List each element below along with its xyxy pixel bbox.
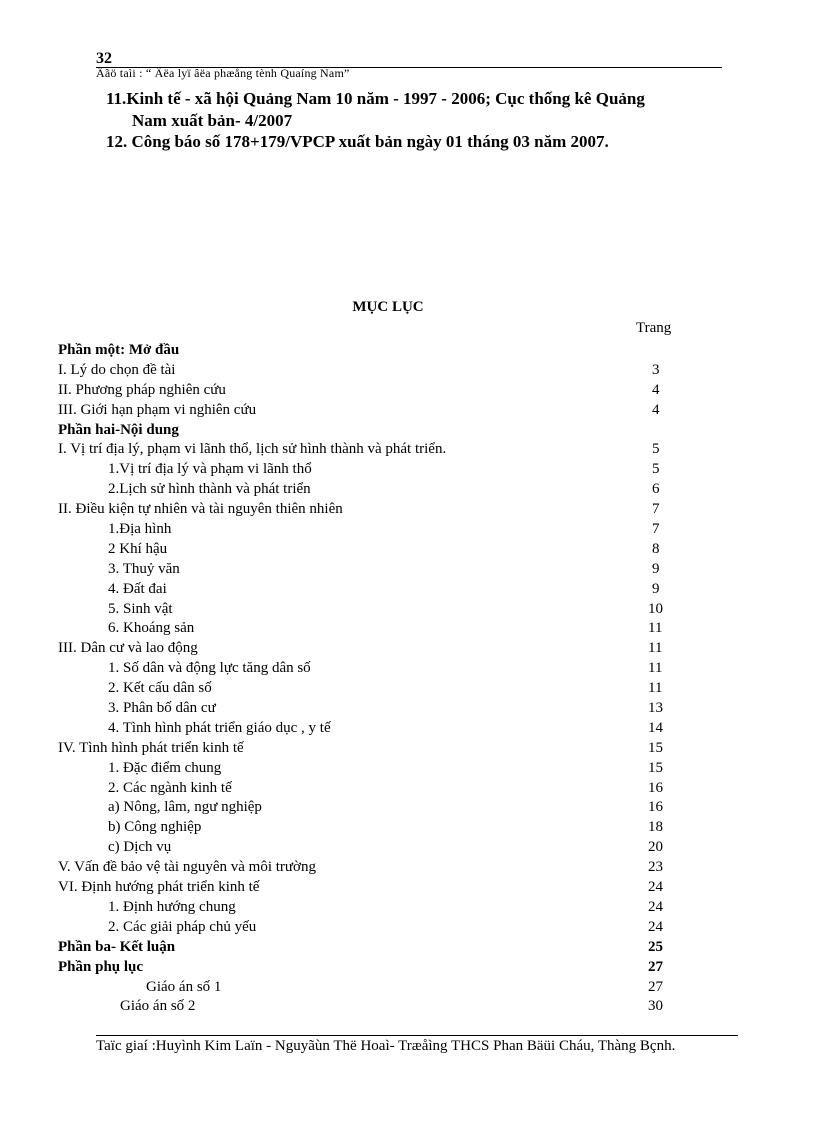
toc-entry-page: 4 — [652, 381, 660, 398]
toc-entry-label: b) Công nghiệp — [108, 819, 202, 836]
toc-entry — [58, 360, 698, 380]
toc-entry-label: V. Vấn đề bảo vệ tài nguyên và môi trường — [58, 859, 316, 876]
toc-entry-page: 15 — [648, 759, 663, 776]
toc-entry — [58, 539, 698, 559]
toc-entry — [58, 519, 698, 539]
toc-entry-label: 2. Các giải pháp chủ yếu — [108, 918, 257, 935]
toc-entry — [58, 778, 698, 798]
toc-entry — [58, 559, 698, 579]
toc-entry-page: 5 — [652, 441, 660, 458]
toc-entry-page: 27 — [648, 978, 663, 995]
toc-entry-page: 5 — [652, 461, 660, 478]
toc-entry — [58, 877, 698, 897]
toc-entry-label: Phần một: Mở đầu — [58, 342, 180, 358]
toc-entry-label: III. Giới hạn phạm vi nghiên cứu — [58, 401, 257, 418]
toc-entry — [58, 977, 698, 997]
toc-entry — [58, 897, 698, 917]
toc-entry-page: 23 — [648, 859, 663, 876]
toc-entry-label: 5. Sinh vật — [108, 600, 173, 617]
toc-entry-label: Giáo án số 2 — [120, 998, 196, 1015]
toc-entry-label: VI. Định hướng phát triển kinh tế — [58, 879, 260, 896]
footer-author: Taïc giaí :Huyình Kim Laïn - Nguyãùn Thë Hoaì- Træåìng THCS Phan Bäüi Cháu, Thàng Bçnh. — [96, 1038, 676, 1054]
toc-entry — [58, 837, 698, 857]
toc-entry-page: 3 — [652, 361, 660, 378]
toc-entry-page: 11 — [648, 620, 663, 637]
toc-entry — [58, 917, 698, 937]
toc-entry-label: I. Vị trí địa lý, phạm vi lãnh thổ, lịch sử hình thành và phát triển. — [58, 441, 447, 458]
toc-entry-page: 7 — [652, 501, 660, 518]
toc-entry-page: 24 — [648, 918, 663, 935]
toc-title: MỤC LỤC — [352, 299, 424, 315]
toc-entry — [58, 678, 698, 698]
toc-entry-page: 14 — [648, 719, 663, 736]
toc-entry-label: 1.Vị trí địa lý và phạm vi lãnh thổ — [108, 461, 312, 478]
reference-text: Công báo số 178+179/VPCP xuất bản ngày 01 tháng 03 năm 2007. — [127, 132, 609, 151]
toc-entry-page: 8 — [652, 540, 660, 557]
toc-entry-page: 11 — [648, 640, 663, 657]
toc-entry-label: 1.Địa hình — [108, 521, 172, 538]
toc-entry — [58, 638, 698, 658]
toc-entry-page: 30 — [648, 998, 663, 1015]
toc-entry-page: 10 — [648, 600, 663, 617]
toc-entry-label: 1. Đặc điểm chung — [108, 759, 222, 776]
toc-entry — [58, 340, 698, 360]
toc-entry-page: 11 — [648, 680, 663, 697]
toc-entry — [58, 658, 698, 678]
toc-entry — [58, 579, 698, 599]
toc-entry-label: 2. Các ngành kinh tế — [108, 779, 232, 796]
toc-entry — [58, 599, 698, 619]
toc-entry-page: 16 — [648, 779, 663, 796]
toc-entry-page: 4 — [652, 401, 660, 418]
toc-entry-page: 7 — [652, 521, 660, 538]
toc-entry-label: 3. Phân bố dân cư — [108, 700, 216, 717]
toc-entry-page: 9 — [652, 560, 660, 577]
toc-entry-label: 4. Tình hình phát triển giáo dục , y tế — [108, 719, 331, 736]
toc-entry-label: Giáo án số 1 — [146, 978, 222, 995]
toc-entry — [58, 996, 698, 1016]
toc-entry — [58, 718, 698, 738]
toc-entry-label: 6. Khoáng sản — [108, 620, 195, 637]
toc-entry-page: 16 — [648, 799, 663, 816]
page-column-label: Trang — [636, 320, 672, 336]
toc-entry-label: II. Điều kiện tự nhiên và tài nguyên thiên nhiên — [58, 501, 343, 518]
toc-entry-page: 27 — [648, 958, 663, 975]
reference-item — [106, 131, 722, 153]
toc-entry-page: 13 — [648, 700, 663, 717]
reference-continuation: Nam xuất bản- 4/2007 — [132, 111, 293, 130]
toc-entry-page: 11 — [648, 660, 663, 677]
toc-entry — [58, 618, 698, 638]
reference-item — [106, 88, 722, 132]
toc-entry-label: 3. Thuỷ văn — [108, 560, 180, 577]
toc-entry-label: 1. Định hướng chung — [108, 898, 236, 915]
toc-entry — [58, 499, 698, 519]
toc-entry — [58, 380, 698, 400]
toc-entry-page: 20 — [648, 839, 663, 856]
toc-entry-page: 24 — [648, 879, 663, 896]
toc-entry — [58, 797, 698, 817]
toc-entry-page: 25 — [648, 938, 663, 955]
toc-entry-page: 24 — [648, 898, 663, 915]
page-number: 32 — [96, 50, 112, 67]
reference-text: Kinh tế - xã hội Quảng Nam 10 năm - 1997 - 2006; Cục thống kê Quảng — [126, 89, 645, 108]
toc-entry-label: Phần phụ lục — [58, 958, 144, 975]
reference-number: 12. — [106, 132, 128, 151]
running-header: Âãö taìi : “ Âëa lyï âëa phæång tènh Quaíng Nam” — [96, 66, 350, 80]
toc-entry-label: 2.Lịch sử hình thành và phát triển — [108, 481, 311, 498]
toc-entry-label: c) Dịch vụ — [108, 839, 172, 856]
toc-entry — [58, 400, 698, 420]
toc-entry — [58, 698, 698, 718]
toc-entry — [58, 857, 698, 877]
toc-entry — [58, 817, 698, 837]
toc-entry-label: 1. Số dân và động lực tăng dân số — [108, 660, 311, 677]
toc-entry-page: 6 — [652, 481, 660, 498]
toc-entry-label: Phần ba- Kết luận — [58, 938, 176, 955]
toc-entry-label: Phần hai-Nội dung — [58, 421, 179, 438]
toc-entry-label: a) Nông, lâm, ngư nghiệp — [108, 799, 262, 816]
toc-entry — [58, 479, 698, 499]
toc-entry — [58, 957, 698, 977]
toc-entry — [58, 758, 698, 778]
toc-entry-label: 4. Đất đai — [108, 580, 167, 597]
toc-entry — [58, 937, 698, 957]
toc-entry — [58, 459, 698, 479]
toc-entry-label: IV. Tình hình phát triển kinh tế — [58, 739, 244, 756]
toc-entry — [58, 738, 698, 758]
toc-entry — [58, 439, 698, 459]
toc-entry — [58, 420, 698, 440]
table-of-contents — [58, 340, 698, 1016]
toc-entry-label: III. Dân cư và lao động — [58, 640, 198, 657]
toc-entry-page: 9 — [652, 580, 660, 597]
toc-entry-label: I. Lý do chọn đề tài — [58, 361, 176, 378]
toc-entry-page: 18 — [648, 819, 663, 836]
toc-entry-page: 15 — [648, 739, 663, 756]
toc-entry-label: 2 Khí hậu — [108, 540, 168, 557]
toc-entry-label: 2. Kết cấu dân số — [108, 680, 212, 697]
toc-entry-label: II. Phương pháp nghiên cứu — [58, 381, 226, 398]
reference-number: 11. — [106, 89, 127, 108]
